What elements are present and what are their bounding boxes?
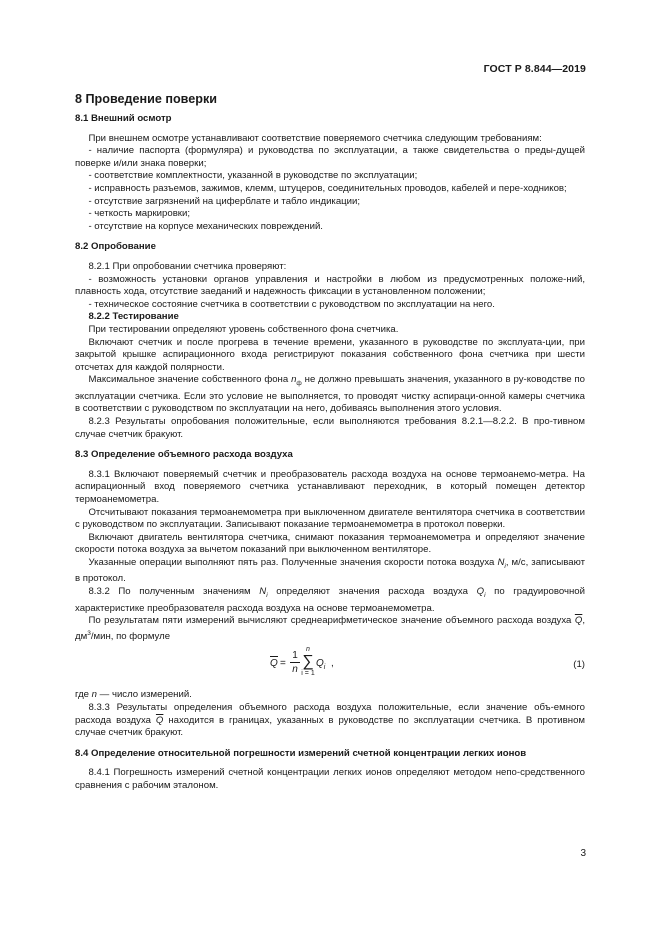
paragraph: При тестировании определяют уровень собственного фона счетчика. — [88, 323, 399, 335]
paragraph: 8.3.1 Включают поверяемый счетчик и преобразователь расхода воздуха на основе термоанемо-метра. На аспирационный вход поверяемого счетчика устанавливают переходник, в который помещен детектор термоанемометра. — [75, 468, 585, 505]
paragraph: где n — число измерений. — [75, 689, 192, 701]
document-code: ГОСТ Р 8.844—2019 — [483, 63, 586, 75]
subsection-title-8-3: 8.3 Определение объемного расхода воздуха — [75, 449, 293, 461]
paragraph: Указанные операции выполняют пять раз. Полученные значения скорости потока воздуха $N_i$, м/с, записывают в протокол. — [75, 556, 585, 585]
list-item: - отсутствие на корпусе механических повреждений. — [88, 220, 323, 232]
subsection-title-8-1: 8.1 Внешний осмотр — [75, 113, 172, 124]
paragraph: Максимальное значение собственного фона $n_ф$ не должно превышать значения, указанного в ру-ководстве по эксплуатации счетчика. Если это условие не выполняется, то проводят чистку аспираци-онной камеры счетчика в соответствии с руководством по эксплуатации на него, добиваясь выполнения этого условия. — [75, 374, 585, 415]
list-item: - наличие паспорта (формуляра) и руководства по эксплуатации, а также свидетельства о преды-дущей поверке и/или знака поверки; — [75, 145, 585, 169]
list-item: - отсутствие загрязнений на циферблате и табло индикации; — [88, 195, 361, 207]
paragraph: 8.4.1 Погрешность измерений счетной концентрации легких ионов определяют методом непо-средственного сравнения с рабочим эталоном. — [75, 767, 585, 792]
clause-title-8-2-2: 8.2.2 Тестирование — [88, 311, 179, 323]
paragraph: 8.3.2 По полученным значениям $N_i$ определяют значения расхода воздуха $Q_i$ по градуировочной характеристике преобразователя расхода воздуха на основе термоанемометра. — [75, 586, 585, 614]
section-title: 8 Проведение поверки — [75, 92, 217, 106]
formula-number: (1) — [573, 659, 585, 671]
subsection-title-8-4: 8.4 Определение относительной погрешности измерений счетной концентрации легких ионов — [75, 747, 527, 759]
paragraph: При внешнем осмотре устанавливают соответствие поверяемого счетчика следующим требованиям: — [88, 132, 542, 144]
paragraph: Включают счетчик и после прогрева в течение времени, указанного в руководстве по эксплуата-ции, при закрытой крышке аспирационного входа регистрируют показания собственного фона счетчика при шести отсчетах для каждой полярности. — [75, 336, 585, 373]
formula-expression: Q = 1 n n ∑ i = 1 $Q_i$ , — [270, 646, 334, 678]
list-item: - техническое состояние счетчика в соответствии с руководством по эксплуатации на него. — [88, 298, 495, 310]
paragraph: По результатам пяти измерений вычисляют среднеарифметическое значение объемного расхода воздуха $\overline{Q}$, $дм^3$/мин, по формуле — [75, 615, 585, 642]
list-item: - соответствие комплектности, указанной в руководстве по эксплуатации; — [88, 170, 418, 182]
formula-sum: n ∑ i = 1 — [301, 646, 315, 678]
list-item: - возможность установки органов управления и настройки в любом из предусмотренных положе-ний, плавность хода, отсутствие заеданий и надежность фиксации в установленном положении; — [75, 273, 585, 298]
subsection-title-8-2: 8.2 Опробование — [75, 241, 156, 253]
page-number: 3 — [580, 848, 586, 859]
page-content — [75, 92, 585, 793]
paragraph: 8.3.3 Результаты определения объемного расхода воздуха положительные, если значение объ-емного расхода воздуха $\overline{Q}$ находится в границах, указанных в руководстве по эксплуатации счетчика. В противном случае счетчик бракуют. — [75, 702, 585, 739]
list-item: - четкость маркировки; — [88, 208, 191, 220]
paragraph: Включают двигатель вентилятора счетчика, снимают показания термоанемометра и определяют значение скорости потока воздуха за вычетом показаний при выключенном вентиляторе. — [75, 531, 585, 556]
list-item: - исправность разъемов, зажимов, клемм, штуцеров, соединительных проводов, кабелей и пере-ходников; — [88, 182, 567, 194]
variable-n: n — [291, 374, 297, 386]
paragraph: 8.2.3 Результаты опробования положительные, если выполняются требования 8.2.1—8.2.2. В про-тивном случае счетчик бракуют. — [75, 415, 585, 440]
formula-term: $Q_i$ — [316, 658, 326, 672]
formula-lhs: Q — [270, 658, 278, 670]
paragraph: 8.2.1 При опробовании счетчика проверяют: — [88, 260, 287, 272]
formula-fraction: 1 n — [290, 650, 300, 675]
formula-1 — [75, 645, 585, 687]
paragraph: Отсчитывают показания термоанемометра при выключенном двигателе вентилятора счетчика в соответствии с руководством по эксплуатации. Записывают показание термоанемометра в протокол поверки. — [75, 506, 585, 531]
